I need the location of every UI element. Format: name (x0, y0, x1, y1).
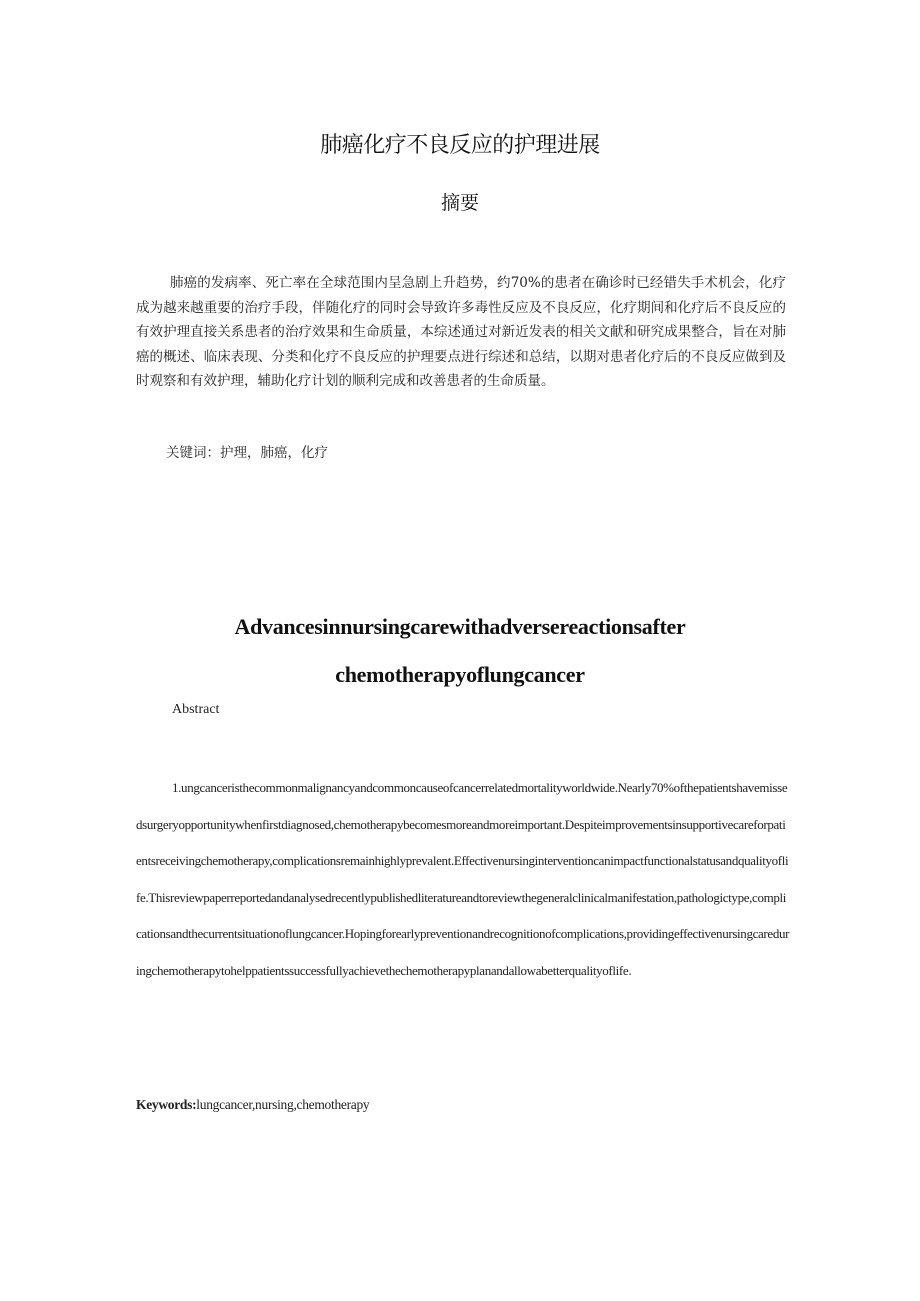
english-abstract-heading: Abstract (172, 702, 220, 717)
chinese-title: 肺癌化疗不良反应的护理进展 (320, 133, 600, 158)
chinese-abstract-body: 肺癌的发病率、死亡率在全球范围内呈急剧上升趋势，约70%的患者在确诊时已经错失手术机会，化疗成为越来越重要的治疗手段，伴随化疗的同时会导致许多毒性反应及不良反应，化疗期间和化疗后不良反应的有效护理直接关系患者的治疗效果和生命质量，本综述通过对新近发表的相关文献和研究成果整合，旨在对肺癌的概述、临床表现、分类和化疗不良反应的护理要点进行综述和总结，以期对患者化疗后的不良反应做到及时观察和有效护理，辅助化疗计划的顺利完成和改善患者的生命质量。 (136, 275, 786, 389)
english-title-line-1: Advancesinnursingcarewithadversereactionsafter (234, 614, 686, 639)
english-keywords-label: Keywords: (136, 1097, 197, 1112)
english-title-line-2: chemotherapyoflungcancer (335, 662, 585, 687)
chinese-keywords: 关键词：护理，肺癌，化疗 (166, 445, 328, 461)
english-title (0, 603, 920, 699)
chinese-abstract-heading: 摘要 (440, 192, 479, 214)
english-abstract-body: 1.ungcanceristhecommonmalignancyandcommoncauseofcancerrelatedmortalityworldwide.Nearly70%ofthepatientshavemissedsurgeryopportunitywhenfirstdiagnosed,chemotherapybecomesmoreandmoreimportant.Despiteimprovementsinsupportivecareforpatientsreceivingchemotherapy,complicationsremainhighlyprevalent.Effectivenursinginterventioncanimpactfunctionalstatusandqualityoflife.Thisreviewpaperreportedandanalysedrecentlypublishedliteratureandtoreviewthegeneralclinicalmanifestation,pathologictype,complicationsandthecurrentsituationoflungcancer.Hopingforearlypreventionandrecognitionofcomplications,providingeffectivenursingcareduringchemotherapytohelppatientssuccessfullyachievethechemotherapyplanandallowabetterqualityoflife. (136, 780, 790, 978)
english-keywords-value: lungcancer,nursing,chemotherapy (196, 1097, 370, 1112)
english-keywords (136, 1097, 369, 1113)
